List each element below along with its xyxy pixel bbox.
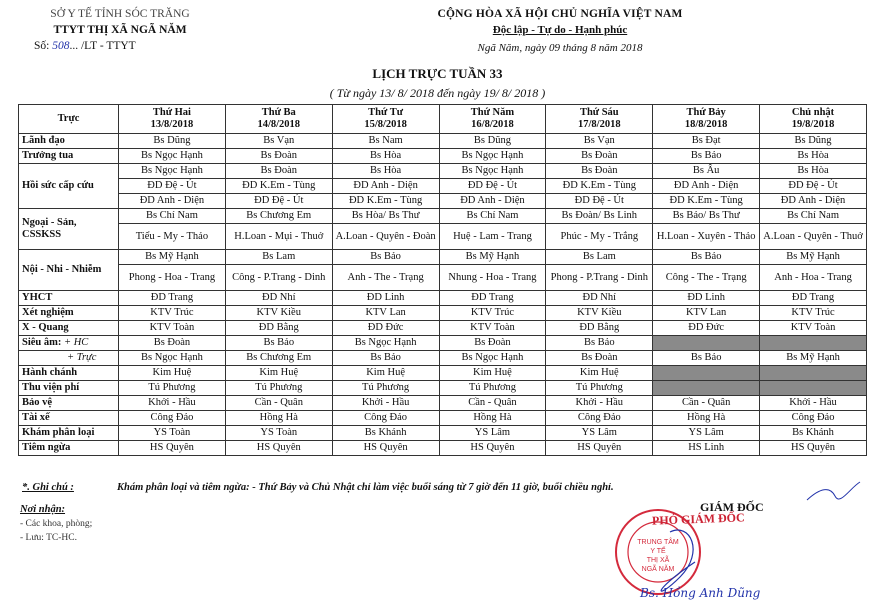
so-suffix: ... /LT - TTYT	[69, 40, 136, 52]
schedule-cell: A.Loan - Quyên - Thuở	[760, 224, 867, 250]
schedule-cell: ĐD Anh - Diện	[119, 194, 226, 209]
schedule-cell: Bs Bảo	[653, 351, 760, 366]
table-row	[19, 179, 867, 194]
table-row	[19, 411, 867, 426]
schedule-cell: Anh - The - Trạng	[332, 265, 439, 291]
schedule-cell: Bs Hòa	[332, 149, 439, 164]
day-name: Thứ Năm	[470, 107, 515, 118]
so-label: Số:	[34, 40, 50, 52]
schedule-cell: Công - P.Trang - Dinh	[225, 265, 332, 291]
table-row	[19, 441, 867, 456]
table-row	[19, 306, 867, 321]
schedule-cell: ĐD Bằng	[546, 321, 653, 336]
national-motto: Độc lập - Tự do - Hạnh phúc	[492, 24, 628, 36]
schedule-cell: Khởi - Hầu	[119, 396, 226, 411]
schedule-cell: ĐD Anh - Diện	[760, 194, 867, 209]
signature-title: GIÁM ĐỐC	[700, 500, 764, 514]
schedule-cell: HS Linh	[653, 441, 760, 456]
schedule-cell: HS Quyên	[332, 441, 439, 456]
row-label: Ngoại - Sản, CSSKSS	[19, 209, 119, 250]
sieu-am-hc-label: + HC	[64, 337, 89, 348]
recipient-item: - Lưu: TC-HC.	[20, 533, 77, 543]
schedule-cell: HS Quyên	[439, 441, 546, 456]
recipients-heading: Nơi nhận:	[20, 504, 66, 515]
day-header	[119, 105, 226, 134]
table-row	[19, 321, 867, 336]
table-header-row	[19, 105, 867, 134]
table-row	[19, 134, 867, 149]
schedule-cell: Bs Dũng	[760, 134, 867, 149]
schedule-cell: Bs Lam	[546, 250, 653, 265]
row-label	[19, 336, 119, 351]
table-row	[19, 351, 867, 366]
schedule-cell: Bs Mỹ Hạnh	[119, 250, 226, 265]
schedule-cell: Bs Bảo/ Bs Thư	[653, 209, 760, 224]
schedule-cell: Kim Huệ	[225, 366, 332, 381]
schedule-cell: Bs Bảo	[653, 250, 760, 265]
schedule-cell: Bs Bảo	[546, 336, 653, 351]
schedule-cell: Anh - Hoa - Trang	[760, 265, 867, 291]
table-row	[19, 194, 867, 209]
schedule-cell: Bs Đoàn	[225, 149, 332, 164]
schedule-cell: Kim Huệ	[439, 366, 546, 381]
svg-text:NGÃ NĂM: NGÃ NĂM	[641, 566, 675, 573]
table-row	[19, 336, 867, 351]
page-title: LỊCH TRỰC TUẦN 33	[372, 66, 503, 81]
schedule-cell: Bs Chí Nam	[119, 209, 226, 224]
schedule-cell: Bs Chí Nam	[439, 209, 546, 224]
schedule-cell: Cần - Quân	[653, 396, 760, 411]
schedule-cell: ĐD Nhí	[225, 291, 332, 306]
signature-deputy: PHÓ GIÁM ĐỐC	[651, 510, 745, 528]
schedule-cell: Hồng Hà	[653, 411, 760, 426]
national-title: CỘNG HÒA XÃ HỘI CHỦ NGHĨA VIỆT NAM	[437, 8, 683, 20]
schedule-cell: Bs Mỹ Hạnh	[439, 250, 546, 265]
schedule-cell: ĐD Đệ - Út	[760, 179, 867, 194]
row-label: Bảo vệ	[19, 396, 119, 411]
day-date: 13/8/2018	[150, 119, 194, 130]
schedule-cell: H.Loan - Mụi - Thuở	[225, 224, 332, 250]
schedule-cell: Bs Đạt	[653, 134, 760, 149]
schedule-cell	[653, 336, 760, 351]
table-row	[19, 209, 867, 224]
day-name: Thứ Bảy	[686, 107, 726, 118]
row-label: Xét nghiệm	[19, 306, 119, 321]
so-number: 508	[52, 40, 70, 52]
schedule-cell: Bs Đoàn	[439, 336, 546, 351]
schedule-cell: Kim Huệ	[119, 366, 226, 381]
schedule-cell: Bs Hòa	[760, 164, 867, 179]
schedule-cell: Công Đảo	[119, 411, 226, 426]
day-header	[653, 105, 760, 134]
schedule-cell: Cần - Quân	[225, 396, 332, 411]
schedule-cell: Bs Đoàn	[119, 336, 226, 351]
schedule-cell: YS Toàn	[225, 426, 332, 441]
schedule-cell: Khởi - Hầu	[546, 396, 653, 411]
schedule-cell	[653, 381, 760, 396]
schedule-cell: ĐD K.Em - Tùng	[546, 179, 653, 194]
schedule-cell: ĐD Đệ - Út	[119, 179, 226, 194]
schedule-cell: Phong - P.Trang - Dinh	[546, 265, 653, 291]
schedule-cell: ĐD Nhí	[546, 291, 653, 306]
schedule-cell: KTV Toàn	[760, 321, 867, 336]
schedule-cell: Bs Đoàn	[546, 164, 653, 179]
header-left	[20, 6, 220, 54]
day-name: Chủ nhật	[791, 107, 835, 118]
svg-text:TRUNG TÂM: TRUNG TÂM	[637, 539, 679, 546]
schedule-cell: ĐD Đệ - Út	[546, 194, 653, 209]
schedule-cell: Bs Ngọc Hạnh	[439, 149, 546, 164]
schedule-cell: Bs Đoàn	[225, 164, 332, 179]
schedule-cell: Phúc - My - Trắng	[546, 224, 653, 250]
table-row	[19, 265, 867, 291]
schedule-cell: H.Loan - Xuyên - Thảo	[653, 224, 760, 250]
schedule-cell: Bs Lam	[225, 250, 332, 265]
schedule-cell: Phong - Hoa - Trang	[119, 265, 226, 291]
schedule-cell: KTV Lan	[332, 306, 439, 321]
schedule-cell: KTV Trúc	[439, 306, 546, 321]
document-number	[20, 38, 220, 54]
schedule-cell: ĐD Bằng	[225, 321, 332, 336]
schedule-cell: ĐD Đệ - Út	[225, 194, 332, 209]
day-date: 19/8/2018	[791, 119, 835, 130]
day-date: 16/8/2018	[471, 119, 514, 130]
schedule-cell: Bs Ngọc Hạnh	[439, 164, 546, 179]
day-header	[332, 105, 439, 134]
schedule-cell: ĐD K.Em - Tùng	[332, 194, 439, 209]
schedule-cell: ĐD Anh - Diện	[332, 179, 439, 194]
table-row	[19, 396, 867, 411]
row-label: Thu viện phí	[19, 381, 119, 396]
schedule-cell: ĐD Anh - Diện	[653, 179, 760, 194]
schedule-cell: Tú Phương	[119, 381, 226, 396]
table-row	[19, 224, 867, 250]
schedule-cell: Bs Bảo	[225, 336, 332, 351]
day-date: 17/8/2018	[578, 119, 621, 130]
schedule-cell	[760, 381, 867, 396]
recipient-item: - Các khoa, phòng;	[20, 519, 93, 529]
row-label: YHCT	[19, 291, 119, 306]
day-name: Thứ Tư	[368, 107, 404, 118]
schedule-cell: Bs Bảo	[332, 250, 439, 265]
schedule-cell: ĐD Đức	[332, 321, 439, 336]
schedule-cell: KTV Lan	[653, 306, 760, 321]
schedule-cell: ĐD Đức	[653, 321, 760, 336]
row-label	[19, 351, 119, 366]
schedule-cell: Bs Ngọc Hạnh	[119, 351, 226, 366]
schedule-cell: Bs Vạn	[225, 134, 332, 149]
schedule-cell: ĐD Linh	[332, 291, 439, 306]
schedule-cell: Kim Huệ	[546, 366, 653, 381]
row-label: Nội - Nhi - Nhiễm	[19, 250, 119, 291]
table-row	[19, 250, 867, 265]
header-right	[395, 6, 725, 56]
schedule-cell: YS Lâm	[546, 426, 653, 441]
day-header	[760, 105, 867, 134]
day-date: 14/8/2018	[257, 119, 301, 130]
schedule-cell: Kim Huệ	[332, 366, 439, 381]
schedule-cell: Bs Dũng	[439, 134, 546, 149]
schedule-cell: Công Đảo	[760, 411, 867, 426]
recipients	[20, 503, 92, 545]
handwritten-mark-icon	[805, 478, 865, 508]
schedule-cell: Bs Dũng	[119, 134, 226, 149]
document-date: Ngã Năm, ngày 09 tháng 8 năm 2018	[477, 42, 643, 54]
schedule-cell: Bs Ngọc Hạnh	[439, 351, 546, 366]
signature-block	[600, 498, 860, 606]
sieu-am-label: Siêu âm:	[22, 337, 62, 348]
svg-text:Y TẾ: Y TẾ	[650, 548, 666, 555]
row-label: Trưởng tua	[19, 149, 119, 164]
schedule-cell: Tú Phương	[439, 381, 546, 396]
schedule-cell: KTV Kiều	[225, 306, 332, 321]
signer-name: Bs. Hồng Anh Dũng	[640, 586, 761, 600]
schedule-cell: YS Lâm	[653, 426, 760, 441]
note	[22, 482, 614, 493]
schedule-cell: Công - The - Trạng	[653, 265, 760, 291]
schedule-cell: Khởi - Hầu	[332, 396, 439, 411]
schedule-cell: YS Toàn	[119, 426, 226, 441]
schedule-cell: Bs Đoàn/ Bs Linh	[546, 209, 653, 224]
schedule-cell: Bs Đoàn	[546, 149, 653, 164]
schedule-cell: Tú Phương	[546, 381, 653, 396]
table-row	[19, 366, 867, 381]
schedule-cell: KTV Kiều	[546, 306, 653, 321]
schedule-cell: HS Quyên	[225, 441, 332, 456]
schedule-cell: ĐD Trang	[119, 291, 226, 306]
row-label: Khám phân loại	[19, 426, 119, 441]
schedule-cell: Bs Bảo	[332, 351, 439, 366]
table-row	[19, 164, 867, 179]
schedule-cell: Bs Hòa	[332, 164, 439, 179]
schedule-cell: Bs Chương Em	[225, 351, 332, 366]
day-header	[225, 105, 332, 134]
table-row	[19, 426, 867, 441]
schedule-cell: KTV Trúc	[760, 306, 867, 321]
schedule-cell: HS Quyên	[119, 441, 226, 456]
schedule-cell	[760, 336, 867, 351]
schedule-cell: Bs Hòa/ Bs Thư	[332, 209, 439, 224]
schedule-cell: Tiểu - My - Thảo	[119, 224, 226, 250]
sieu-am-truc-label: + Trực	[67, 352, 97, 363]
schedule-cell: ĐD K.Em - Tùng	[653, 194, 760, 209]
schedule-cell: HS Quyên	[760, 441, 867, 456]
corner-header: Trực	[19, 105, 119, 134]
schedule-cell: Bs Khánh	[332, 426, 439, 441]
table-row	[19, 291, 867, 306]
schedule-cell: Tú Phương	[225, 381, 332, 396]
day-header	[439, 105, 546, 134]
schedule-cell: ĐD K.Em - Tùng	[225, 179, 332, 194]
schedule-cell: Bs Bảo	[653, 149, 760, 164]
note-label: *. Ghi chú :	[22, 482, 74, 493]
schedule-cell: Cần - Quân	[439, 396, 546, 411]
center-name: TTYT THỊ XÃ NGÃ NĂM	[53, 24, 187, 36]
schedule-cell: Nhung - Hoa - Trang	[439, 265, 546, 291]
schedule-cell: Huệ - Lam - Trang	[439, 224, 546, 250]
schedule-cell	[653, 366, 760, 381]
day-date: 15/8/2018	[364, 119, 407, 130]
schedule-cell: Bs Mỹ Hạnh	[760, 351, 867, 366]
schedule-cell: Bs Chí Nam	[760, 209, 867, 224]
row-label: Lãnh đạo	[19, 134, 119, 149]
row-label: Tiêm ngừa	[19, 441, 119, 456]
schedule-cell: Bs Đoàn	[546, 351, 653, 366]
schedule-cell: Bs Mỹ Hạnh	[760, 250, 867, 265]
schedule-cell: Bs Nam	[332, 134, 439, 149]
schedule-cell: Bs Hòa	[760, 149, 867, 164]
duty-schedule-table	[18, 104, 867, 456]
svg-text:THỊ XÃ: THỊ XÃ	[646, 557, 670, 564]
row-label: X - Quang	[19, 321, 119, 336]
schedule-cell: Hồng Hà	[439, 411, 546, 426]
schedule-cell: Bs Ngọc Hạnh	[332, 336, 439, 351]
schedule-cell: ĐD Trang	[439, 291, 546, 306]
note-text: Khám phân loại và tiêm ngừa: - Thứ Bảy và Chủ Nhật chỉ làm việc buổi sáng từ 7 giờ đến 11 giờ, buổi chiều nghỉ.	[117, 482, 614, 493]
schedule-cell: Bs Khánh	[760, 426, 867, 441]
schedule-cell: Khởi - Hầu	[760, 396, 867, 411]
schedule-cell: YS Lâm	[439, 426, 546, 441]
schedule-cell: Công Đảo	[546, 411, 653, 426]
schedule-cell: Tú Phương	[332, 381, 439, 396]
row-label: Hành chánh	[19, 366, 119, 381]
schedule-cell: ĐD Linh	[653, 291, 760, 306]
day-date: 18/8/2018	[684, 119, 728, 130]
schedule-cell: A.Loan - Quyên - Đoàn	[332, 224, 439, 250]
schedule-cell: Bs Ngọc Hạnh	[119, 164, 226, 179]
schedule-cell: ĐD Trang	[760, 291, 867, 306]
schedule-cell	[760, 366, 867, 381]
table-row	[19, 149, 867, 164]
schedule-cell: Bs Chương Em	[225, 209, 332, 224]
day-name: Thứ Hai	[152, 107, 191, 118]
day-name: Thứ Ba	[261, 107, 296, 118]
day-header	[546, 105, 653, 134]
row-label: Hồi sức cấp cứu	[19, 164, 119, 209]
schedule-cell: KTV Toàn	[119, 321, 226, 336]
department-name: SỞ Y TẾ TỈNH SÓC TRĂNG	[50, 8, 190, 20]
schedule-cell: Công Đảo	[332, 411, 439, 426]
page-subtitle: ( Từ ngày 13/ 8/ 2018 đến ngày 19/ 8/ 2018 )	[329, 86, 546, 100]
schedule-cell: Hồng Hà	[225, 411, 332, 426]
schedule-cell: ĐD Đệ - Út	[439, 179, 546, 194]
table-row	[19, 381, 867, 396]
schedule-cell: HS Quyên	[546, 441, 653, 456]
row-label: Tài xế	[19, 411, 119, 426]
schedule-cell: ĐD Anh - Diện	[439, 194, 546, 209]
day-name: Thứ Sáu	[579, 107, 619, 118]
schedule-cell: Bs Vạn	[546, 134, 653, 149]
schedule-cell: KTV Trúc	[119, 306, 226, 321]
schedule-cell: Bs Ngọc Hạnh	[119, 149, 226, 164]
schedule-cell: Bs Âu	[653, 164, 760, 179]
schedule-cell: KTV Toàn	[439, 321, 546, 336]
